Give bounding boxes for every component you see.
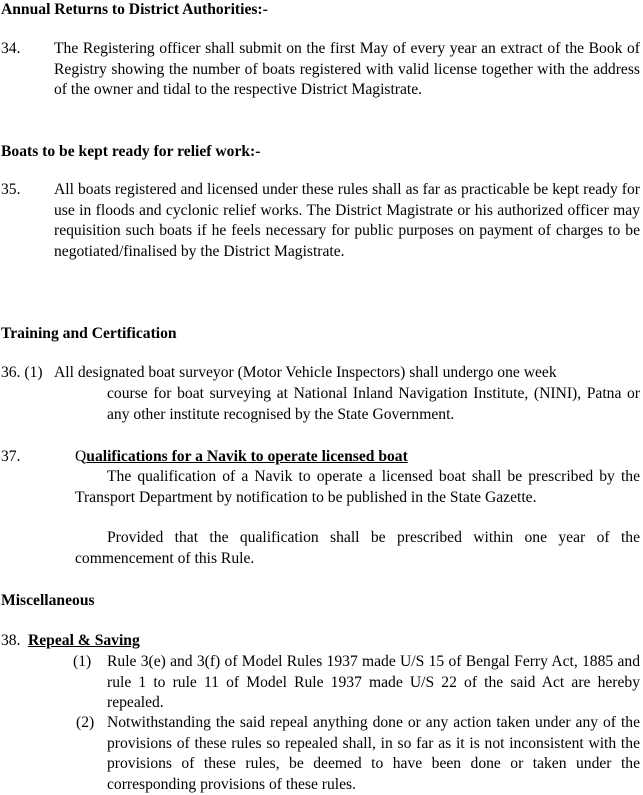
heading-annual-returns: Annual Returns to District Authorities:- — [1, 1, 268, 18]
clause-number-36: 36. (1) — [1, 364, 43, 381]
clause-37-para2: Provided that the qualification shall be prescribed within one year of the commencement of this Rule. — [75, 529, 640, 567]
clause-37-para1: The qualification of a Navik to operate a licensed boat shall be prescribed by the Transport Department by notification to be published in the State Gazette. — [75, 468, 640, 506]
heading-relief-work: Boats to be kept ready for relief work:- — [1, 143, 261, 160]
repeal-item-label-2: (2) — [76, 714, 95, 731]
clause-37-title — [75, 447, 408, 468]
heading-miscellaneous: Miscellaneous — [1, 592, 95, 609]
clause-38-title: Repeal & Saving — [28, 632, 140, 649]
clause-35-text: All boats registered and licensed under these rules shall as far as practicable be kept ready for use in floods and cyclonic relief works. The District Magistrate or his authorized officer may requisition such boats if he feels necessary for public purposes on payment of charges to be negotiated/finalised by the District Magistrate. — [54, 181, 640, 260]
clause-37-title-initial: Q — [75, 448, 87, 465]
clause-36-text: course for boat surveying at National Inland Navigation Institute, (NINI), Patna or any other institute recognised by the State Government. — [107, 385, 640, 423]
repeal-item-label-1: (1) — [73, 653, 92, 670]
clause-number-37: 37. — [1, 448, 21, 465]
repeal-item-text-1: Rule 3(e) and 3(f) of Model Rules 1937 made U/S 15 of Bengal Ferry Act, 1885 and rule 1 to rule 11 of Model Rule 1937 made U/S 22 of the said Act are hereby repealed. — [107, 653, 640, 712]
clause-number-38: 38. — [1, 632, 21, 649]
repeal-item-text-2: Notwithstanding the said repeal anything done or any action taken under any of the provisions of these rules so repealed shall, in so far as it is not inconsistent with the provisions of these rules, be deemed to have been done or taken under the corresponding provisions of these rules. — [107, 714, 640, 793]
clause-number-34: 34. — [1, 40, 21, 57]
clause-34-text: The Registering officer shall submit on the first May of every year an extract of the Book of Registry showing the number of boats registered with valid license together with the address of the owner and tidal to the respective District Magistrate. — [54, 40, 640, 99]
clause-37-title-rest: ualifications for a Navik to operate licensed boat — [86, 448, 408, 465]
heading-training-certification: Training and Certification — [1, 325, 177, 342]
clause-36-first-line: All designated boat surveyor (Motor Vehicle Inspectors) shall undergo one week — [54, 364, 557, 381]
clause-number-35: 35. — [1, 181, 21, 198]
